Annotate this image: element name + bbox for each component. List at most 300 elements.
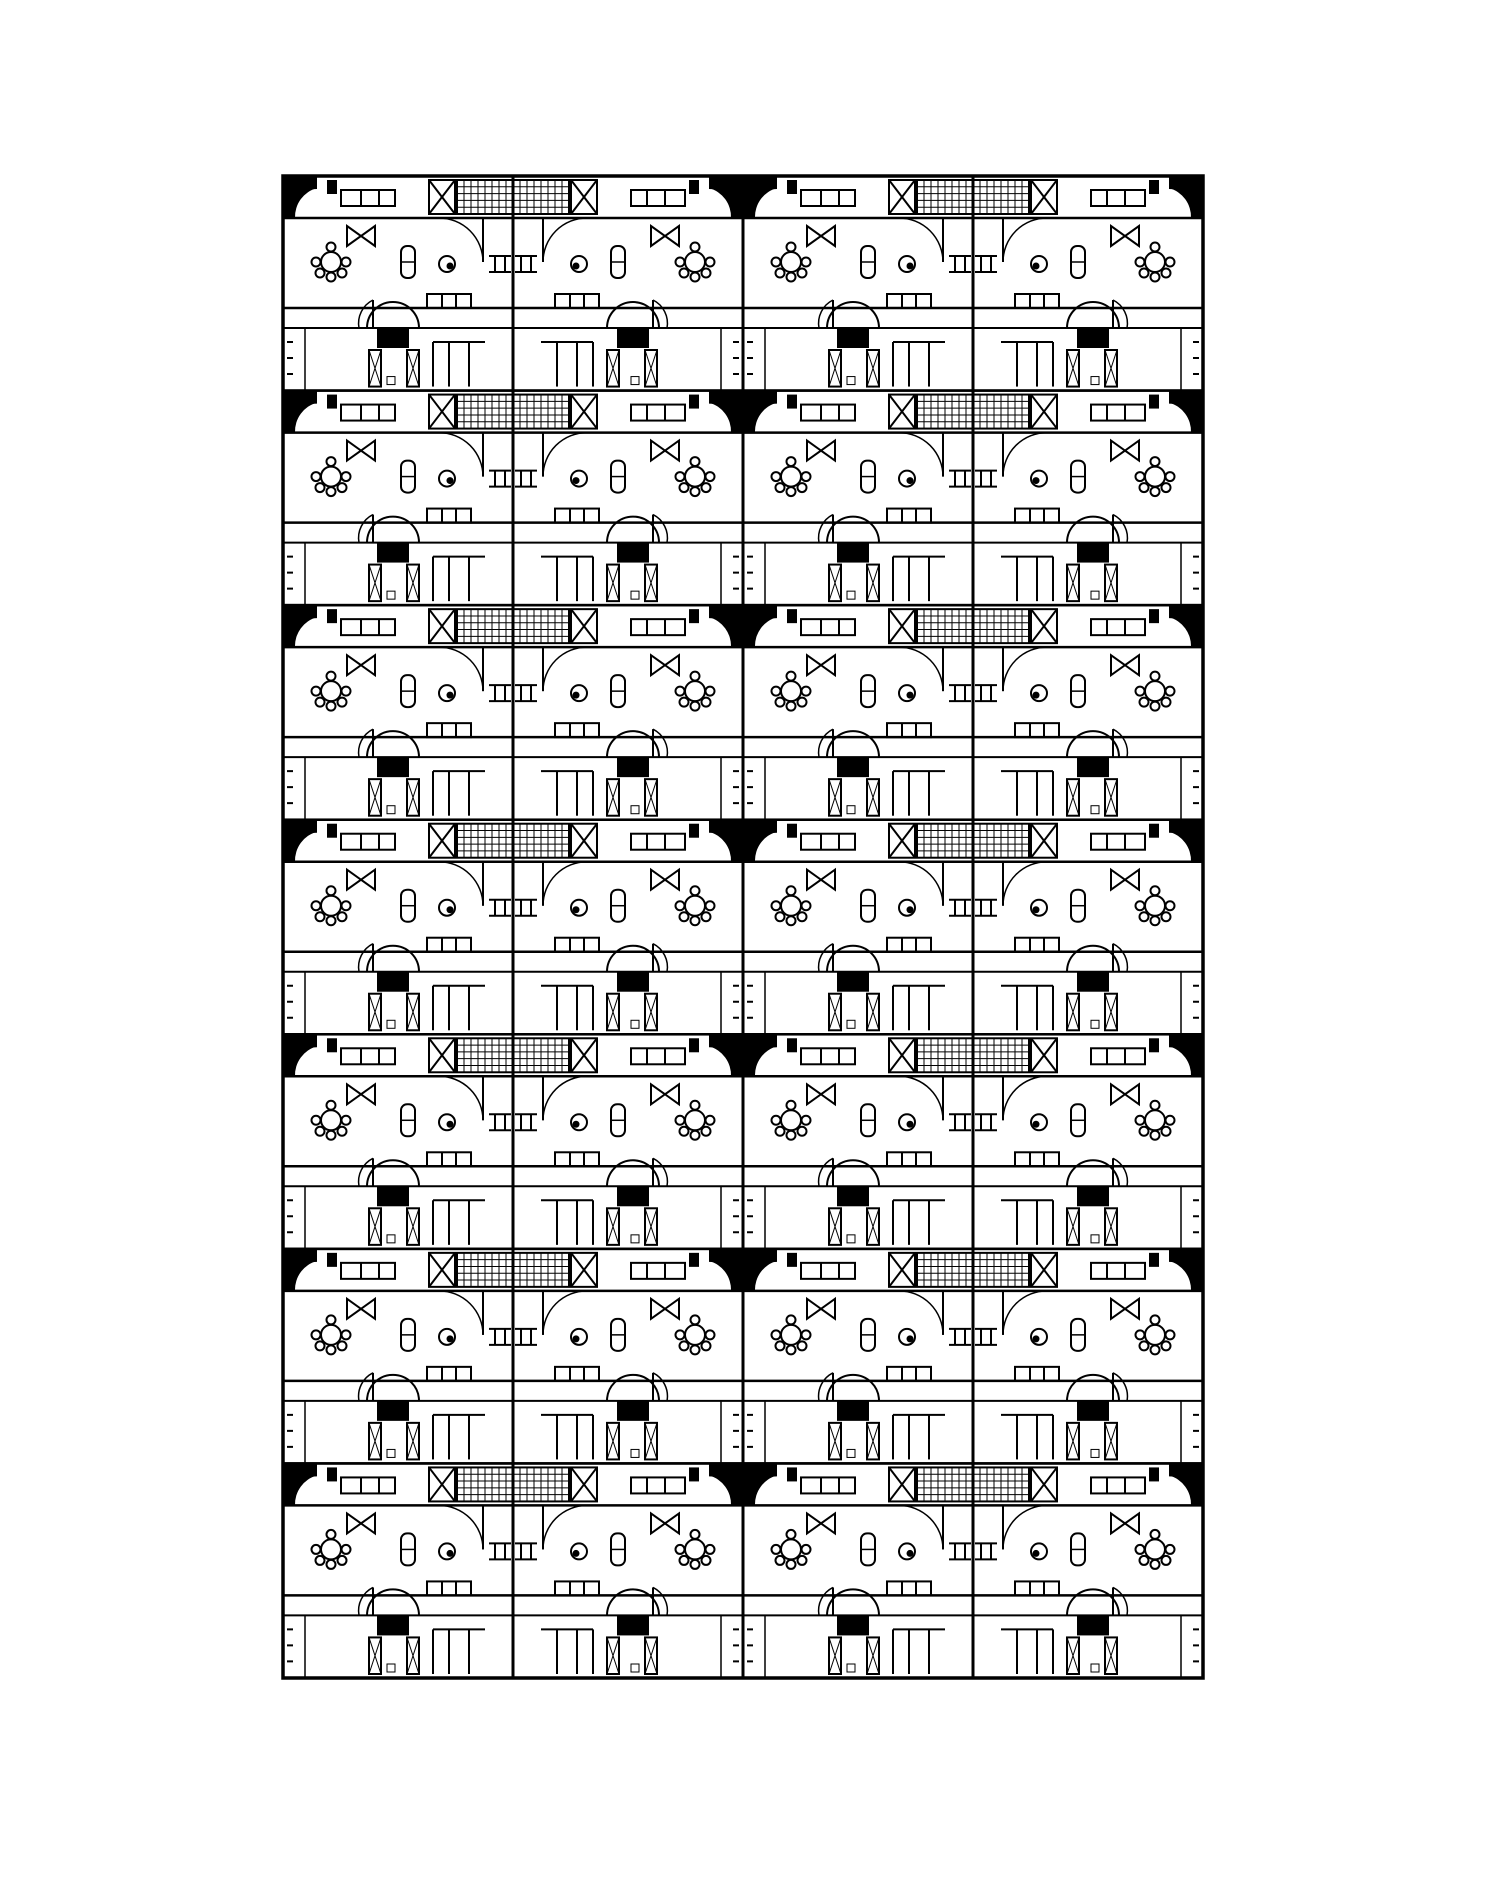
side-table: [975, 1114, 997, 1130]
chair: [1136, 1545, 1145, 1554]
round-dot: [447, 1550, 454, 1557]
bath-arc: [827, 731, 879, 757]
bath-arc: [367, 946, 419, 972]
counter: [341, 1477, 395, 1493]
bowtie-symbol: [651, 1299, 679, 1319]
chair: [776, 698, 785, 707]
bowtie-symbol: [807, 655, 835, 675]
side-table: [489, 471, 511, 487]
round-dot: [573, 1550, 580, 1557]
stair-fill: [1169, 1249, 1203, 1291]
chair: [787, 1101, 796, 1110]
round-dot: [447, 692, 454, 699]
stair-fill: [283, 391, 317, 433]
pillar: [1149, 1253, 1159, 1267]
side-table: [949, 1543, 971, 1559]
side-table: [489, 1543, 511, 1559]
round-dot: [447, 1121, 454, 1128]
chair: [327, 1101, 336, 1110]
side-table: [975, 1329, 997, 1345]
counter: [631, 1263, 685, 1279]
round-dot: [573, 906, 580, 913]
bath-arc: [827, 517, 879, 543]
chair: [316, 1341, 325, 1350]
chair: [776, 1127, 785, 1136]
chair: [1151, 672, 1160, 681]
chair: [691, 243, 700, 252]
bowtie-symbol: [651, 1084, 679, 1104]
chair: [706, 258, 715, 267]
bath-arc: [607, 731, 659, 757]
pillar: [1149, 1038, 1159, 1052]
round-dot: [447, 1335, 454, 1342]
chair: [338, 1127, 347, 1136]
bath-fill: [1077, 1186, 1109, 1206]
bowtie-symbol: [347, 655, 375, 675]
sofa: [427, 509, 471, 523]
chair: [1151, 487, 1160, 496]
chair: [1136, 687, 1145, 696]
chair: [1151, 1560, 1160, 1569]
chair: [676, 1545, 685, 1554]
apartment-unit: [973, 1249, 1203, 1464]
chair: [798, 698, 807, 707]
apartment-unit: [743, 176, 973, 391]
apartment-unit: [743, 820, 973, 1035]
chair: [798, 1341, 807, 1350]
stair-fill: [743, 820, 777, 862]
chair: [798, 1127, 807, 1136]
bath-arc: [1067, 1589, 1119, 1615]
chair: [342, 901, 351, 910]
chair: [316, 1556, 325, 1565]
round-dot: [1033, 692, 1040, 699]
stair-fill: [1169, 605, 1203, 647]
bath-arc: [827, 1589, 879, 1615]
chair: [680, 1341, 689, 1350]
sofa: [1015, 1152, 1059, 1166]
chair: [776, 912, 785, 921]
vent-mark: [1193, 771, 1199, 803]
chair: [342, 258, 351, 267]
counter: [631, 619, 685, 635]
toilet: [631, 591, 639, 599]
counter: [341, 405, 395, 421]
bath-arc: [607, 1589, 659, 1615]
dining-table: [1145, 467, 1165, 487]
chair: [691, 1315, 700, 1324]
pillar: [689, 1253, 699, 1267]
toilet: [631, 1449, 639, 1457]
chair: [338, 483, 347, 492]
sofa: [1015, 509, 1059, 523]
chair: [1151, 1345, 1160, 1354]
bowtie-symbol: [651, 1513, 679, 1533]
bath-fill: [837, 757, 869, 777]
side-table: [949, 471, 971, 487]
side-table: [515, 900, 537, 916]
dining-table: [685, 1539, 705, 1559]
bath-arc: [607, 517, 659, 543]
dining-table: [321, 896, 341, 916]
bath-fill: [377, 1186, 409, 1206]
apartment-unit: [973, 605, 1203, 820]
toilet: [1091, 1449, 1099, 1457]
stair-fill: [1169, 820, 1203, 862]
chair: [787, 1560, 796, 1569]
toilet: [387, 1235, 395, 1243]
round-dot: [907, 477, 914, 484]
apartment-unit: [283, 605, 513, 820]
bath-fill: [617, 328, 649, 348]
vent-mark: [747, 557, 753, 589]
bath-fill: [1077, 328, 1109, 348]
stair-fill: [709, 820, 743, 862]
chair: [342, 1116, 351, 1125]
side-table: [975, 900, 997, 916]
side-table: [975, 685, 997, 701]
bath-fill: [837, 1186, 869, 1206]
pillar: [1149, 824, 1159, 838]
stair-fill: [743, 1463, 777, 1505]
side-table: [975, 471, 997, 487]
counter: [631, 190, 685, 206]
chair: [1140, 1556, 1149, 1565]
chair: [676, 1330, 685, 1339]
side-table: [949, 1329, 971, 1345]
stair-fill: [743, 391, 777, 433]
sofa: [427, 1581, 471, 1595]
stair-fill: [1169, 391, 1203, 433]
bowtie-symbol: [651, 441, 679, 461]
toilet: [631, 1664, 639, 1672]
vent-mark: [287, 1415, 293, 1447]
sofa: [555, 723, 599, 737]
pillar: [689, 1038, 699, 1052]
dining-table: [685, 252, 705, 272]
chair: [702, 1341, 711, 1350]
pillar: [787, 1038, 797, 1052]
vent-mark: [733, 557, 739, 589]
counter: [801, 405, 855, 421]
counter: [801, 834, 855, 850]
bath-arc: [827, 946, 879, 972]
counter: [1091, 1048, 1145, 1064]
sofa: [427, 938, 471, 952]
chair: [691, 1530, 700, 1539]
stair-fill: [709, 176, 743, 218]
pillar: [689, 1467, 699, 1481]
sofa: [555, 938, 599, 952]
stair-fill: [283, 605, 317, 647]
pillar: [327, 609, 337, 623]
chair: [787, 1131, 796, 1140]
pillar: [327, 180, 337, 194]
chair: [342, 1330, 351, 1339]
counter: [341, 190, 395, 206]
bath-fill: [617, 1186, 649, 1206]
chair: [338, 912, 347, 921]
sofa: [1015, 938, 1059, 952]
chair: [312, 687, 321, 696]
bath-arc: [1067, 1160, 1119, 1186]
round-dot: [573, 263, 580, 270]
chair: [776, 1556, 785, 1565]
counter: [631, 1048, 685, 1064]
chair: [691, 273, 700, 282]
bath-fill: [377, 1401, 409, 1421]
toilet: [847, 591, 855, 599]
chair: [802, 1330, 811, 1339]
pillar: [327, 395, 337, 409]
vent-mark: [1193, 1200, 1199, 1232]
toilet: [847, 1664, 855, 1672]
side-table: [515, 1114, 537, 1130]
side-table: [975, 1543, 997, 1559]
round-dot: [447, 263, 454, 270]
bath-arc: [607, 302, 659, 328]
vent-mark: [287, 557, 293, 589]
chair: [702, 698, 711, 707]
pillar: [327, 824, 337, 838]
chair: [1166, 258, 1175, 267]
bath-arc: [827, 1160, 879, 1186]
apartment-unit: [973, 1463, 1203, 1678]
sofa: [1015, 1581, 1059, 1595]
vent-mark: [747, 1629, 753, 1661]
chair: [787, 243, 796, 252]
apartment-unit: [513, 391, 743, 606]
chair: [327, 886, 336, 895]
chair: [316, 269, 325, 278]
bath-arc: [1067, 517, 1119, 543]
dining-table: [781, 896, 801, 916]
bath-arc: [367, 1160, 419, 1186]
apartment-unit: [743, 391, 973, 606]
vent-mark: [287, 986, 293, 1018]
round-dot: [1033, 1550, 1040, 1557]
chair: [802, 472, 811, 481]
bath-fill: [1077, 972, 1109, 992]
counter: [1091, 1263, 1145, 1279]
counter: [801, 1477, 855, 1493]
apartment-unit: [283, 1249, 513, 1464]
chair: [1166, 901, 1175, 910]
dining-table: [321, 1539, 341, 1559]
round-dot: [573, 1335, 580, 1342]
chair: [1151, 273, 1160, 282]
apartment-unit: [283, 1463, 513, 1678]
apartment-unit: [283, 391, 513, 606]
dining-table: [685, 1325, 705, 1345]
stair-fill: [1169, 1463, 1203, 1505]
bowtie-symbol: [1111, 441, 1139, 461]
sofa: [887, 1152, 931, 1166]
chair: [787, 916, 796, 925]
bath-fill: [617, 757, 649, 777]
chair: [1151, 886, 1160, 895]
chair: [772, 1330, 781, 1339]
bath-fill: [837, 1615, 869, 1635]
round-dot: [907, 1550, 914, 1557]
chair: [706, 1116, 715, 1125]
chair: [327, 243, 336, 252]
chair: [338, 698, 347, 707]
chair: [680, 912, 689, 921]
chair: [327, 1530, 336, 1539]
vent-mark: [733, 986, 739, 1018]
chair: [787, 702, 796, 711]
apartment-unit: [973, 820, 1203, 1035]
chair: [680, 698, 689, 707]
chair: [1166, 1116, 1175, 1125]
bath-fill: [837, 328, 869, 348]
bowtie-symbol: [347, 1513, 375, 1533]
chair: [327, 487, 336, 496]
toilet: [1091, 377, 1099, 385]
toilet: [387, 377, 395, 385]
chair: [1151, 1315, 1160, 1324]
apartment-unit: [513, 1249, 743, 1464]
chair: [702, 912, 711, 921]
dining-table: [685, 896, 705, 916]
pillar: [689, 395, 699, 409]
dining-table: [1145, 252, 1165, 272]
chair: [772, 1545, 781, 1554]
bath-arc: [607, 1375, 659, 1401]
chair: [691, 672, 700, 681]
chair: [691, 1131, 700, 1140]
chair: [706, 1330, 715, 1339]
round-dot: [907, 692, 914, 699]
counter: [1091, 619, 1145, 635]
round-dot: [1033, 477, 1040, 484]
chair: [1151, 1101, 1160, 1110]
chair: [1162, 1556, 1171, 1565]
bath-fill: [837, 1401, 869, 1421]
bowtie-symbol: [1111, 870, 1139, 890]
apartment-unit: [743, 1249, 973, 1464]
chair: [691, 886, 700, 895]
vent-mark: [1193, 342, 1199, 374]
side-table: [515, 1329, 537, 1345]
pillar: [1149, 395, 1159, 409]
chair: [787, 672, 796, 681]
dining-table: [781, 1110, 801, 1130]
chair: [798, 1556, 807, 1565]
dining-table: [685, 681, 705, 701]
chair: [327, 273, 336, 282]
toilet: [631, 1020, 639, 1028]
bath-fill: [617, 1615, 649, 1635]
stair-fill: [709, 1249, 743, 1291]
vent-mark: [747, 1200, 753, 1232]
bath-arc: [367, 302, 419, 328]
chair: [691, 457, 700, 466]
floor-plan-grid: [283, 176, 1203, 1678]
vent-mark: [747, 771, 753, 803]
chair: [798, 269, 807, 278]
chair: [702, 1556, 711, 1565]
stair-fill: [709, 1034, 743, 1076]
bath-arc: [367, 1375, 419, 1401]
chair: [338, 1556, 347, 1565]
chair: [327, 1315, 336, 1324]
bath-arc: [607, 1160, 659, 1186]
chair: [1140, 269, 1149, 278]
dining-table: [321, 252, 341, 272]
chair: [338, 1341, 347, 1350]
chair: [1166, 1330, 1175, 1339]
sofa: [887, 1581, 931, 1595]
vent-mark: [733, 342, 739, 374]
pillar: [787, 1467, 797, 1481]
bath-arc: [367, 1589, 419, 1615]
bowtie-symbol: [807, 1299, 835, 1319]
side-table: [489, 685, 511, 701]
bowtie-symbol: [347, 870, 375, 890]
bath-arc: [1067, 1375, 1119, 1401]
apartment-unit: [743, 1463, 973, 1678]
counter: [631, 405, 685, 421]
dining-table: [321, 681, 341, 701]
stair-fill: [283, 1463, 317, 1505]
stair-fill: [743, 176, 777, 218]
vent-mark: [287, 771, 293, 803]
chair: [787, 457, 796, 466]
chair: [1151, 1131, 1160, 1140]
bath-fill: [617, 1401, 649, 1421]
bath-arc: [1067, 946, 1119, 972]
chair: [1151, 1530, 1160, 1539]
bowtie-symbol: [347, 441, 375, 461]
chair: [802, 1116, 811, 1125]
counter: [1091, 1477, 1145, 1493]
chair: [312, 1330, 321, 1339]
chair: [691, 1560, 700, 1569]
toilet: [847, 806, 855, 814]
bowtie-symbol: [1111, 1084, 1139, 1104]
apartment-unit: [513, 820, 743, 1035]
chair: [1151, 457, 1160, 466]
bowtie-symbol: [651, 870, 679, 890]
chair: [691, 1101, 700, 1110]
dining-table: [1145, 681, 1165, 701]
bath-arc: [1067, 731, 1119, 757]
counter: [801, 190, 855, 206]
vent-mark: [1193, 1415, 1199, 1447]
chair: [772, 1116, 781, 1125]
vent-mark: [747, 986, 753, 1018]
apartment-unit: [973, 391, 1203, 606]
bath-arc: [367, 517, 419, 543]
toilet: [847, 1235, 855, 1243]
toilet: [847, 1020, 855, 1028]
round-dot: [1033, 906, 1040, 913]
toilet: [387, 1449, 395, 1457]
pillar: [787, 180, 797, 194]
bowtie-symbol: [347, 1084, 375, 1104]
chair: [1136, 1116, 1145, 1125]
chair: [676, 687, 685, 696]
chair: [1136, 472, 1145, 481]
vent-mark: [747, 1415, 753, 1447]
chair: [802, 1545, 811, 1554]
counter: [631, 1477, 685, 1493]
counter: [801, 1048, 855, 1064]
toilet: [387, 806, 395, 814]
counter: [1091, 405, 1145, 421]
